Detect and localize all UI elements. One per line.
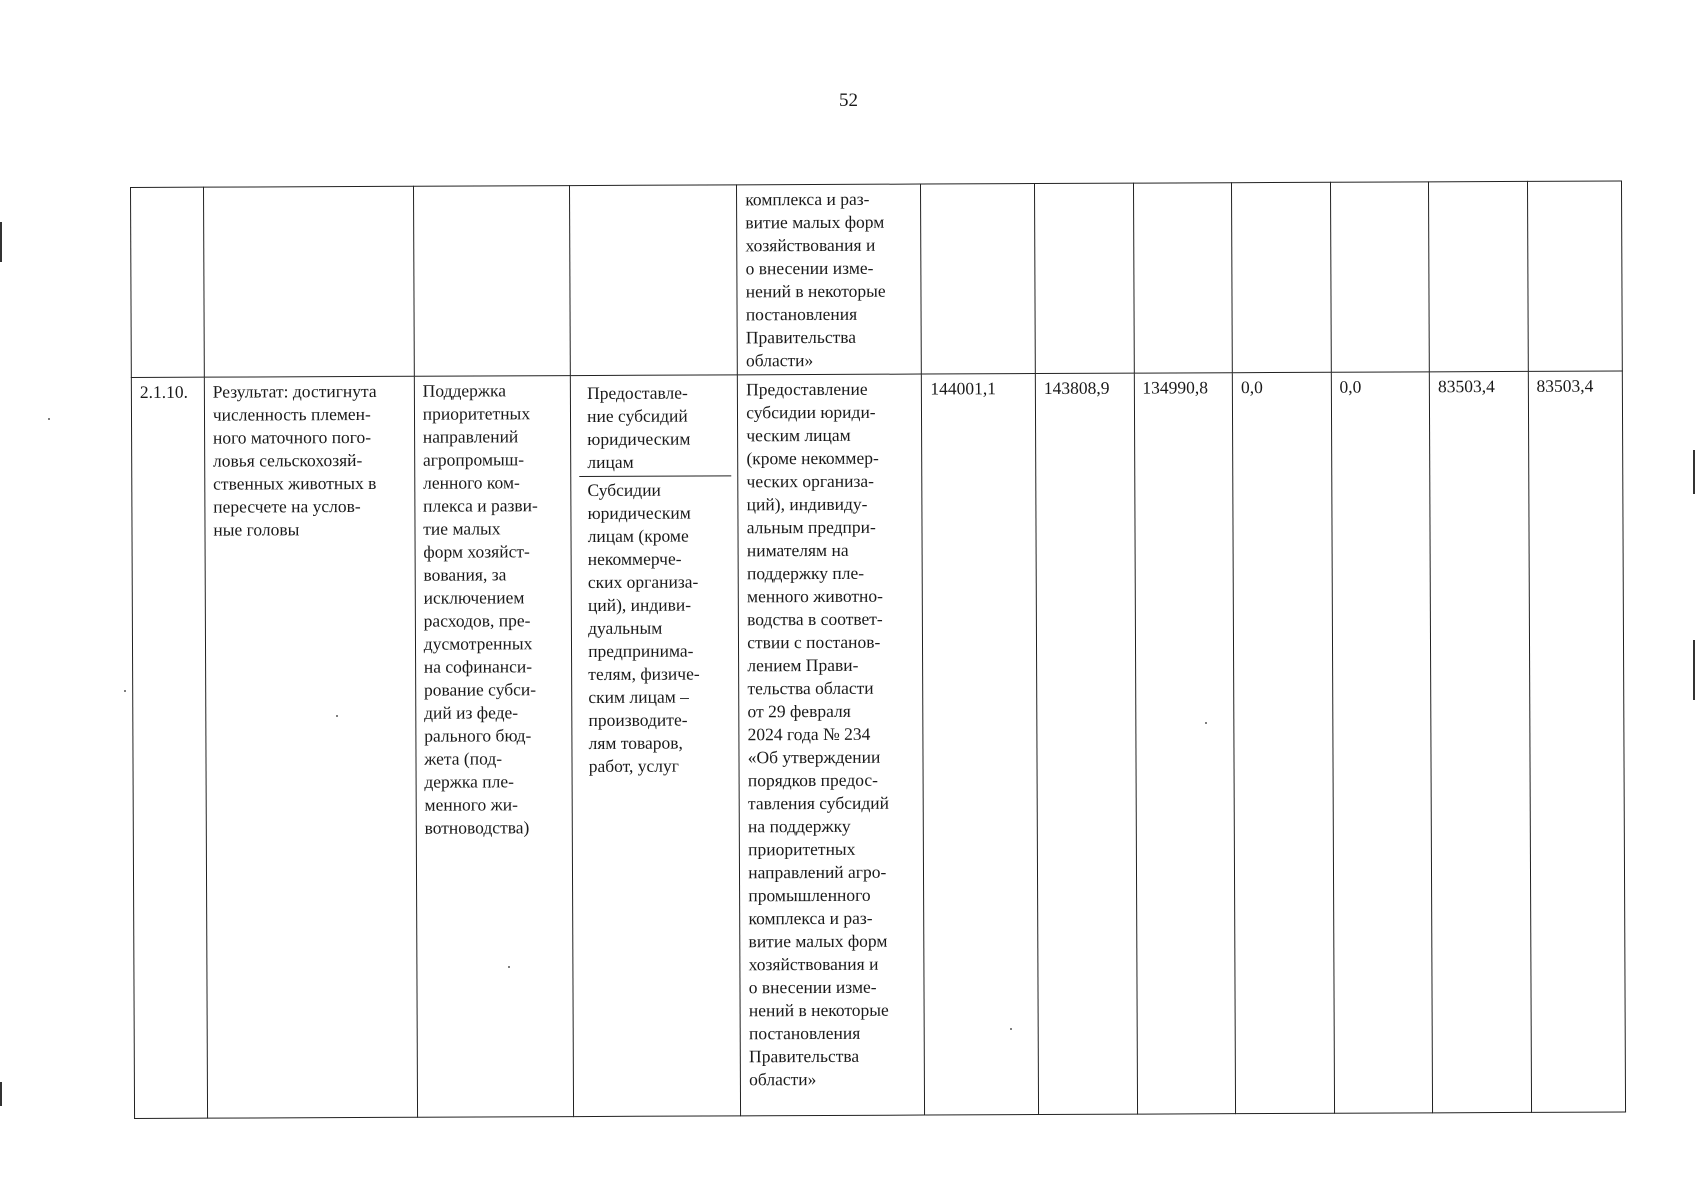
cont-value-cell [1133,183,1232,373]
type-bottom-text: Субсидии юридическим лицам (кроме некоммерче- ских организа- ций), индиви- дуальным предпринима- телям, физиче- ским лицам – производите- лям товаров, работ, услуг [587,479,700,777]
value-cell: 0,0 [1331,372,1433,1113]
value-cell: 83503,4 [1429,371,1531,1112]
table-sheet [130,180,1626,1119]
result-text: Результат: достигнута численность племен- ного маточного пого- ловья сельскохозяй- ственных животных в пересчете на услов- ные головы [212,380,377,540]
scan-speck [508,966,510,968]
type-cell [570,375,740,1117]
program-table [130,180,1626,1119]
cont-direction-cell [413,186,570,377]
direction-text: Поддержка приоритетных направлений агропромыш- ленного ком- плекса и разви- тие малых форм хозяйст- вования, за исключением расходов, пре- дусмотренных на софинанси- рование субси- дий из феде- рального бюд- жета (под- держка пле- менного жи- вотноводства) [422,380,538,838]
scan-speck [336,715,338,717]
cont-num-cell [131,187,205,377]
cont-value-cell [1034,183,1133,373]
row-number: 2.1.10. [139,381,189,402]
cont-value-cell [1330,182,1429,372]
continuation-row [131,181,1623,378]
result-cell [204,376,417,1118]
cont-type-cell [570,185,738,376]
document-cell [738,374,925,1116]
scan-speck [124,690,126,692]
cont-result-cell [203,186,414,377]
page-number: 52 [839,90,858,111]
scan-edge-mark [1693,640,1695,700]
cont-value-cell [1429,181,1528,371]
cont-doc-cell [737,184,922,375]
document-text: Предоставление субсидии юриди- ческим лицам (кроме некоммер- ческих организа- ций), индивиду- альным предпри- нимателям на поддержку пле- менного животно- водства в соответ- ствии с постанов- лением Прави- тельства области от 29 февраля 2024 года № 234 «Об утверждении порядков предос- тавления субсидий на поддержку приоритетных направлений агро- промышленного комплекса и раз- витие малых форм хозяйствования и о внесении изме- нений в некоторые постановления Правительства области» [746,378,890,1090]
table-row [131,371,1625,1118]
direction-cell [414,376,574,1118]
value-cell: 83503,4 [1528,371,1626,1112]
cont-doc-text: комплекса и раз- витие малых форм хозяйствования и о внесении изме- нений в некоторые постановления Правительства области» [745,188,886,371]
value-cell: 134990,8 [1134,373,1236,1114]
scan-speck [1205,722,1207,724]
cont-value-cell [1527,181,1622,371]
type-top-text: Предоставле- ние субсидий юридическим лицам [579,378,732,477]
scan-speck [48,418,50,420]
cont-value-cell [1232,182,1331,372]
cont-value-cell [921,184,1035,374]
value-cell: 143808,9 [1035,373,1137,1114]
scan-edge-mark [1693,450,1695,494]
scan-edge-mark [0,222,2,262]
row-number-cell [131,377,207,1118]
value-cell: 0,0 [1232,372,1334,1113]
value-cell: 144001,1 [922,374,1039,1115]
scan-speck [1010,1028,1012,1030]
scan-edge-mark [0,1082,2,1106]
